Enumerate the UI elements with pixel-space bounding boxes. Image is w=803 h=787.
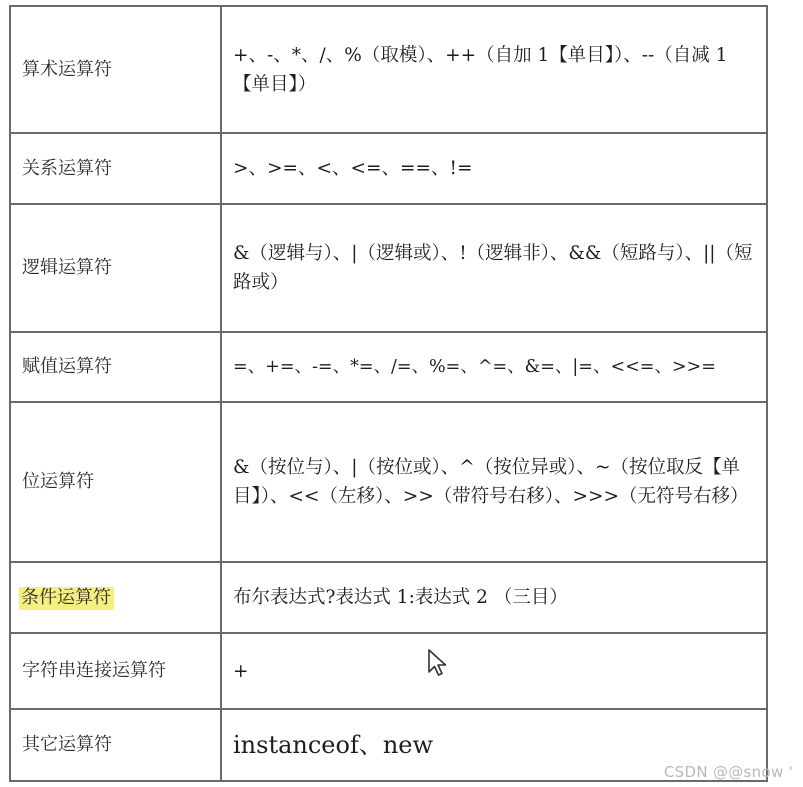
category-label: 字符串连接运算符 [22,660,166,681]
category-cell [10,204,221,332]
table-row [10,6,767,133]
operators-text: 布尔表达式?表达式 1:表达式 2 （三目） [233,587,568,608]
operators-cell [221,204,767,332]
watermark: CSDN @@snow ' [663,763,793,781]
table-row [10,562,767,633]
operators-text: instanceof、new [233,730,434,759]
category-label: 算术运算符 [22,58,112,80]
operators-cell [221,133,767,204]
operators-table [9,5,768,782]
operators-cell [221,332,767,402]
table-row [10,633,767,709]
category-cell [10,709,221,781]
category-cell [10,562,221,633]
mouse-pointer-icon [427,648,447,678]
category-label: 关系运算符 [22,157,112,179]
category-cell [10,133,221,204]
operators-cell [221,562,767,633]
operators-cell [221,633,767,709]
category-label: 其它运算符 [22,734,112,755]
table-row [10,133,767,204]
operators-text: + [233,660,249,682]
table-row [10,332,767,402]
operators-text: &（逻辑与）、|（逻辑或）、!（逻辑非）、&&（短路与）、||（短路或） [233,243,753,293]
table-row [10,204,767,332]
operators-text: >、>=、<、<=、==、!= [233,158,473,179]
operators-cell [221,6,767,133]
category-cell [10,402,221,562]
category-cell [10,332,221,402]
operators-cell [221,402,767,562]
operators-text: +、-、*、/、%（取模）、++（自加 1【单目】）、--（自减 1【单目】） [233,44,728,95]
category-label: 位运算符 [22,471,94,492]
category-label: 逻辑运算符 [22,257,112,278]
operators-text: =、+=、-=、*=、/=、%=、^=、&=、|=、<<=、>>= [233,356,716,377]
highlighted-category-label: 条件运算符 [19,587,114,610]
category-label: 赋值运算符 [22,356,112,377]
table-row [10,709,767,781]
table-row [10,402,767,562]
category-cell [10,633,221,709]
operators-text: &（按位与）、|（按位或）、^（按位异或）、~（按位取反【单目】）、<<（左移）、>>（带符号右移）、>>>（无符号右移） [233,457,749,507]
category-cell [10,6,221,133]
